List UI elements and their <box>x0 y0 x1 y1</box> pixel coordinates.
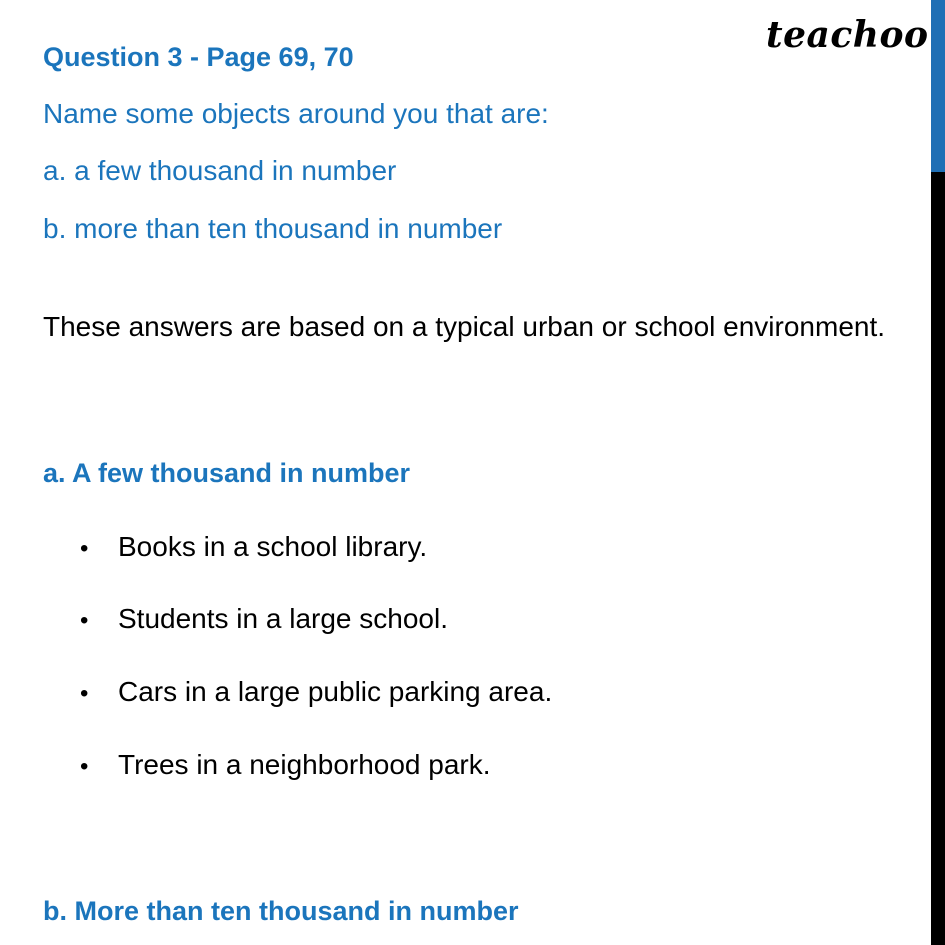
question-prompt: Name some objects around you that are: <box>43 98 549 129</box>
intro-text: These answers are based on a typical urban or school environment. <box>43 311 886 342</box>
section-b-heading: b. More than ten thousand in number <box>43 896 519 926</box>
list-item <box>80 748 491 784</box>
list-item <box>80 602 448 638</box>
list-item-text: Trees in a neighborhood park. <box>118 749 491 780</box>
bullet-icon: • <box>80 753 89 780</box>
list-item-text: Students in a large school. <box>118 603 448 634</box>
list-item <box>80 675 552 711</box>
question-title: Question 3 - Page 69, 70 <box>43 42 354 72</box>
question-part-a: a. a few thousand in number <box>43 155 397 186</box>
bullet-icon: • <box>80 607 89 634</box>
question-part-b: b. more than ten thousand in number <box>43 213 503 244</box>
bullet-icon: • <box>80 535 89 562</box>
list-item-text: Cars in a large public parking area. <box>118 676 553 707</box>
bullet-icon: • <box>80 680 89 707</box>
scrollbar-thumb[interactable] <box>931 0 945 172</box>
list-item-text: Books in a school library. <box>118 531 428 562</box>
teachoo-logo[interactable]: teachoo <box>766 14 929 56</box>
section-a-heading: a. A few thousand in number <box>43 458 411 488</box>
list-item <box>80 530 427 566</box>
